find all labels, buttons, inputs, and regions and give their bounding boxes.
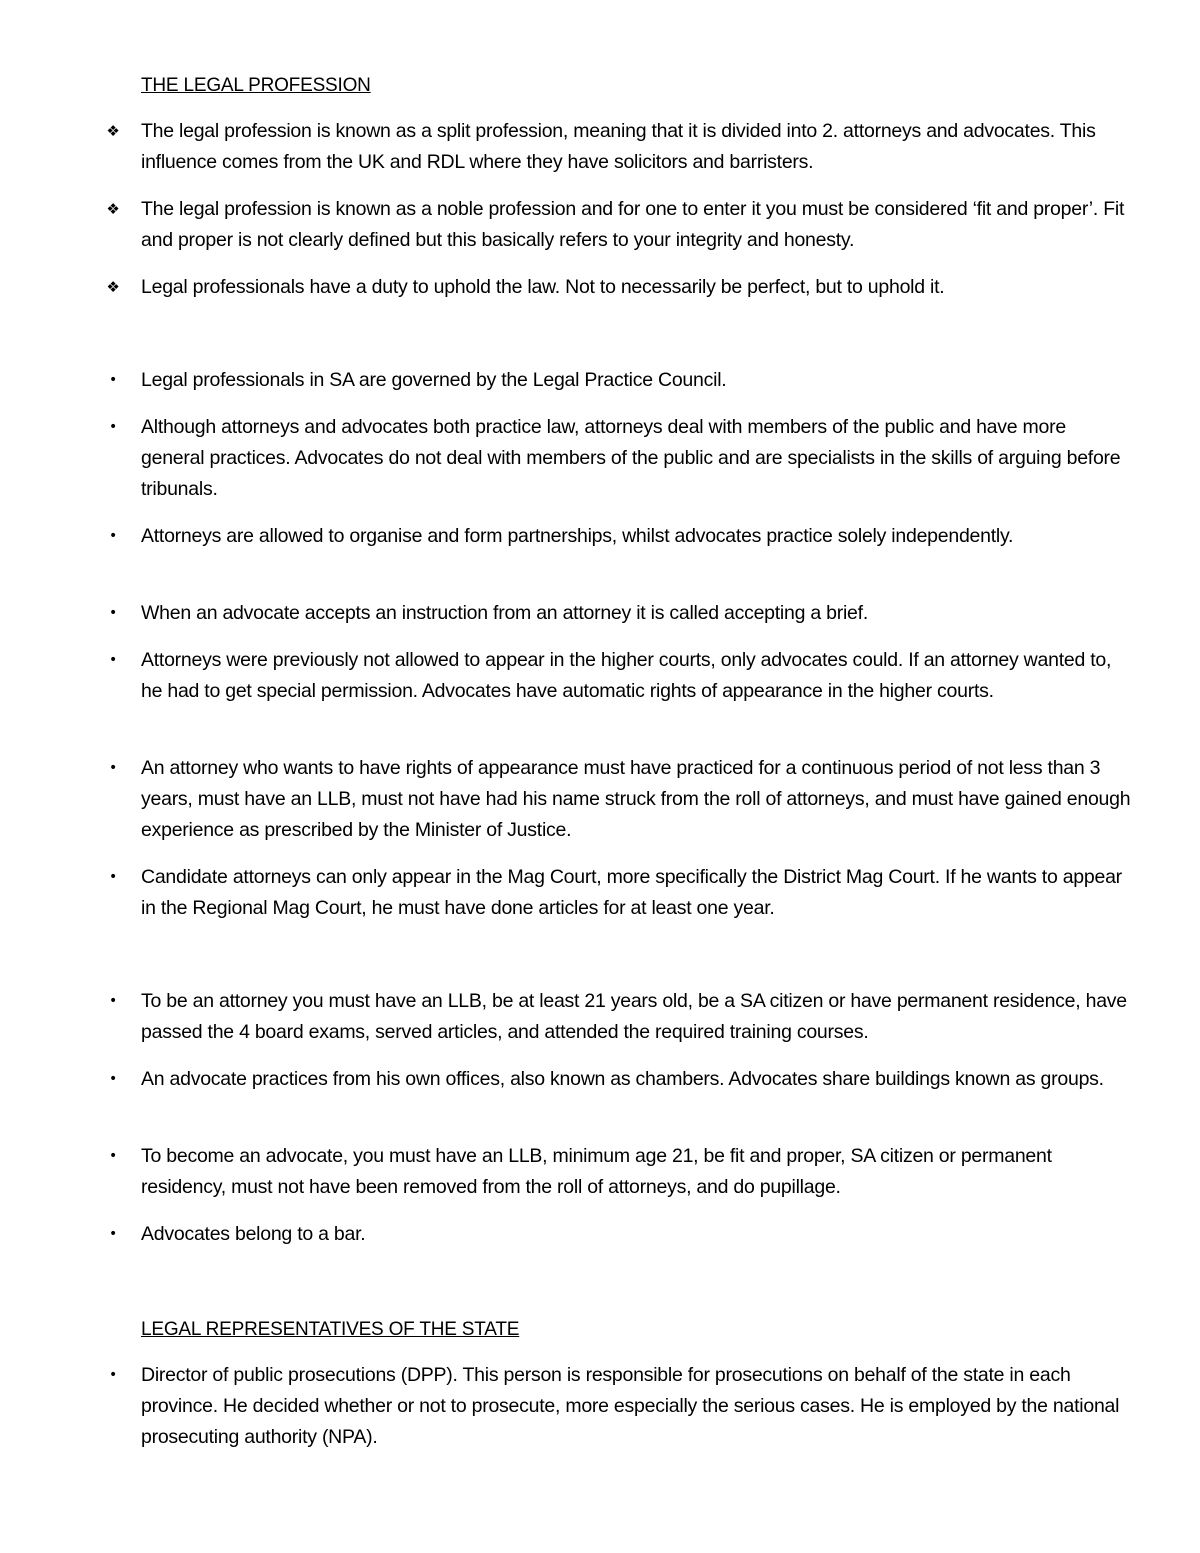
- bullet-list-item: [108, 1360, 1131, 1453]
- dot-bullet-icon: •: [108, 760, 117, 776]
- list-item-text: To become an advocate, you must have an LLB, minimum age 21, be fit and proper, SA citizen or permanent residency, must not have been removed from the roll of attorneys, and do pupillage.: [141, 1145, 1052, 1198]
- diamond-list-item: [106, 272, 1131, 303]
- list-item-text: Candidate attorneys can only appear in the Mag Court, more specifically the District Mag Court. If he wants to appear in the Regional Mag Court, he must have done articles for at least one year.: [141, 866, 1122, 919]
- bullet-list-item: [108, 1064, 1131, 1095]
- bullet-list-item: [108, 521, 1131, 552]
- bullet-list-item: [108, 598, 1131, 629]
- bullet-list-item: [108, 862, 1131, 924]
- list-item-text: Attorneys are allowed to organise and form partnerships, whilst advocates practice solely independently.: [141, 525, 1014, 547]
- dot-bullet-icon: •: [108, 372, 117, 388]
- dot-bullet-icon: •: [108, 1367, 117, 1383]
- list-item-text: An advocate practices from his own offices, also known as chambers. Advocates share buildings known as groups.: [141, 1068, 1104, 1090]
- list-item-text: Attorneys were previously not allowed to appear in the higher courts, only advocates could. If an attorney wanted to, he had to get special permission. Advocates have automatic rights of appearance in the higher courts.: [141, 649, 1112, 702]
- dot-bullet-icon: •: [108, 869, 117, 885]
- bullet-list-item: [108, 1219, 1131, 1250]
- list-item-text: Advocates belong to a bar.: [141, 1223, 366, 1245]
- dot-bullet-icon: •: [108, 1148, 117, 1164]
- dot-bullet-icon: •: [108, 605, 117, 621]
- dot-bullet-icon: •: [108, 1071, 117, 1087]
- dot-bullet-icon: •: [108, 1226, 117, 1242]
- dot-bullet-icon: •: [108, 528, 117, 544]
- bullet-list-item: [108, 753, 1131, 846]
- bullet-list-item: [108, 1141, 1131, 1203]
- diamond-list-item: [106, 116, 1131, 178]
- list-item-text: Although attorneys and advocates both practice law, attorneys deal with members of the public and have more general practices. Advocates do not deal with members of the public and are specialists in the skills of arguing before tribunals.: [141, 416, 1121, 500]
- diamond-bullet-icon: ❖: [106, 122, 120, 140]
- list-item-text: Legal professionals in SA are governed by the Legal Practice Council.: [141, 369, 727, 391]
- bullet-list-item: [108, 645, 1131, 707]
- dot-bullet-icon: •: [108, 419, 117, 435]
- section-title-state-representatives: LEGAL REPRESENTATIVES OF THE STATE: [141, 1319, 520, 1340]
- diamond-list-item: [106, 194, 1131, 256]
- diamond-bullet-icon: ❖: [106, 200, 120, 218]
- dot-bullet-icon: •: [108, 652, 117, 668]
- dot-bullet-icon: •: [108, 993, 117, 1009]
- diamond-bullet-icon: ❖: [106, 278, 120, 296]
- list-item-text: The legal profession is known as a split profession, meaning that it is divided into 2. attorneys and advocates. This influence comes from the UK and RDL where they have solicitors and barristers.: [141, 120, 1096, 173]
- bullet-list-item: [108, 365, 1131, 396]
- list-item-text: To be an attorney you must have an LLB, be at least 21 years old, be a SA citizen or have permanent residence, have passed the 4 board exams, served articles, and attended the required training courses.: [141, 990, 1127, 1043]
- list-item-text: Director of public prosecutions (DPP). This person is responsible for prosecutions on behalf of the state in each province. He decided whether or not to prosecute, more especially the serious cases. He is employed by the national prosecuting authority (NPA).: [141, 1364, 1120, 1448]
- list-item-text: An attorney who wants to have rights of appearance must have practiced for a continuous period of not less than 3 years, must have an LLB, must not have had his name struck from the roll of attorneys, and must have gained enough experience as prescribed by the Minister of Justice.: [141, 757, 1131, 841]
- bullet-list-item: [108, 412, 1131, 505]
- list-item-text: The legal profession is known as a noble profession and for one to enter it you must be considered ‘fit and proper’. Fit and proper is not clearly defined but this basically refers to your integrity and honesty.: [141, 198, 1125, 251]
- section-title-legal-profession: THE LEGAL PROFESSION: [141, 75, 371, 96]
- bullet-list-item: [108, 986, 1131, 1048]
- list-item-text: Legal professionals have a duty to uphold the law. Not to necessarily be perfect, but to uphold it.: [141, 276, 945, 298]
- list-item-text: When an advocate accepts an instruction from an attorney it is called accepting a brief.: [141, 602, 868, 624]
